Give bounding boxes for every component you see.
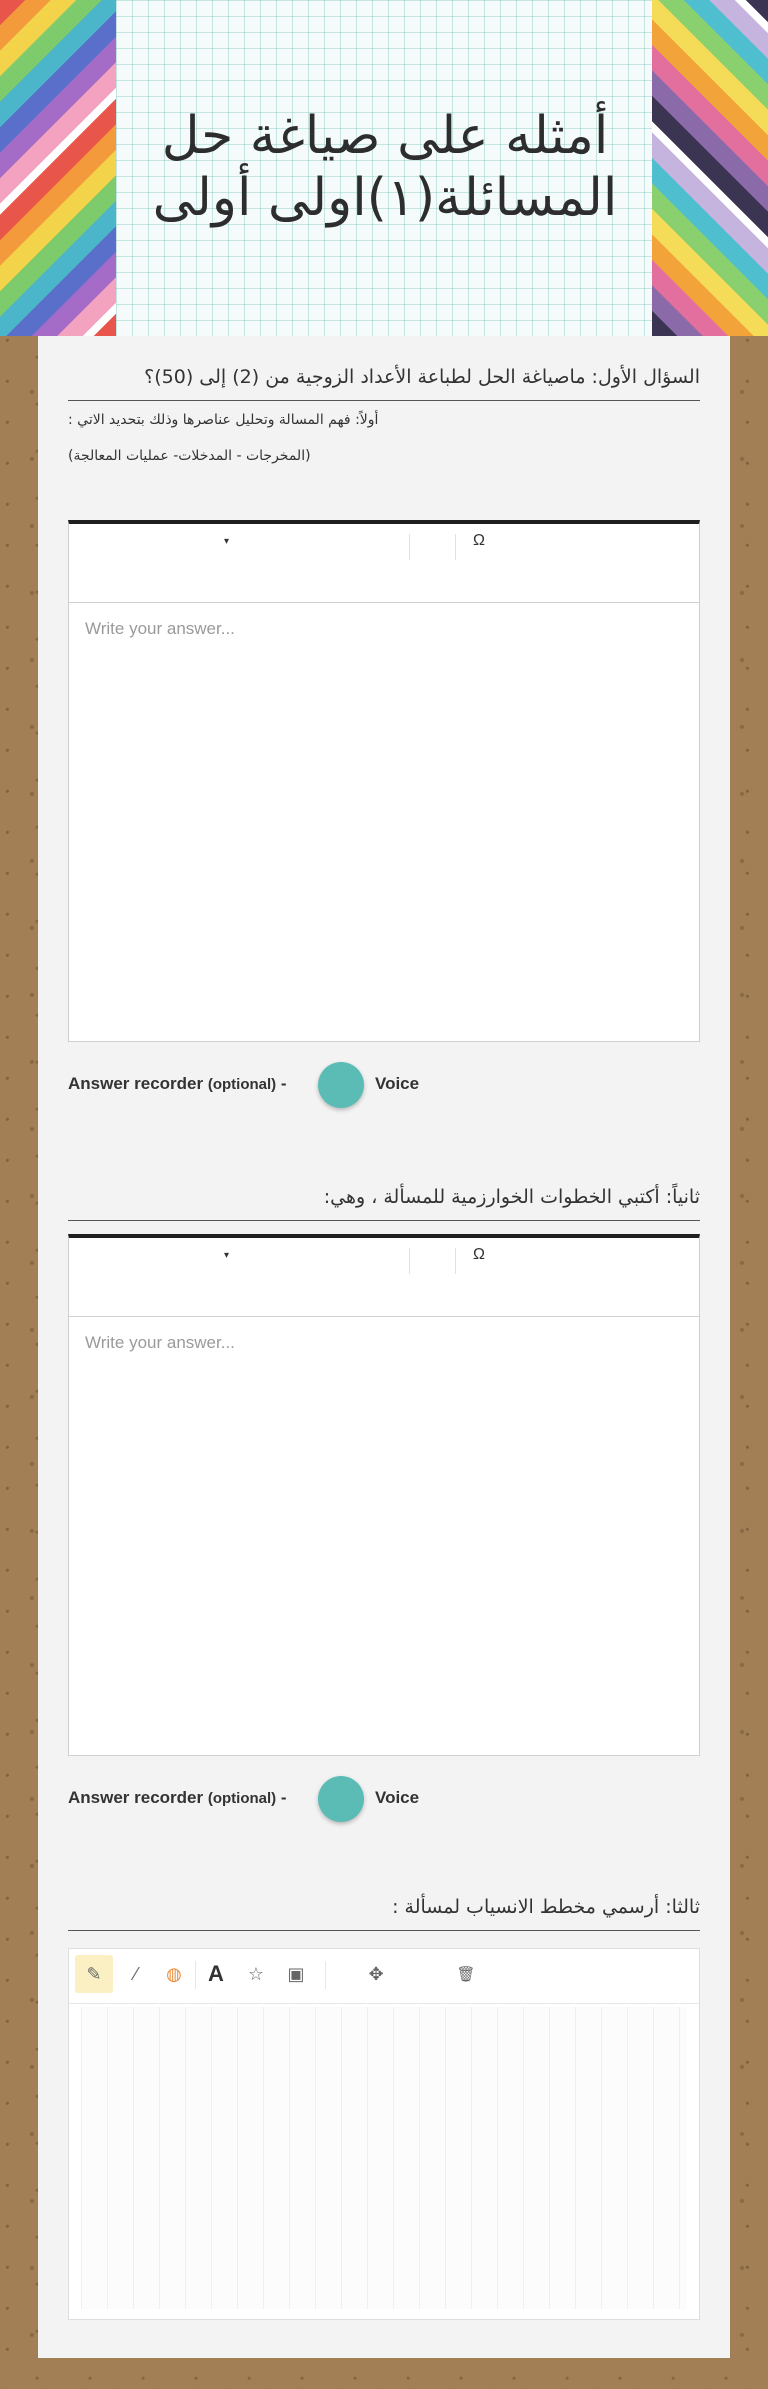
color-picker-icon[interactable]: ◍ xyxy=(166,1963,182,1984)
brush-icon[interactable]: ⁄ xyxy=(134,1963,138,1984)
pencil-icon[interactable]: ✎ xyxy=(75,1955,113,1993)
decorative-stripes-right xyxy=(652,0,768,336)
toolbar-divider xyxy=(455,534,456,560)
question-1-title: السؤال الأول: ماصياغة الحل لطباعة الأعداد الزوجية من (2) إلى (50)؟ xyxy=(68,366,700,401)
editor-toolbar xyxy=(69,524,699,603)
voice-record-button[interactable] xyxy=(318,1776,364,1822)
question-1-elements: (المخرجات - المدخلات- عمليات المعالجة) xyxy=(68,448,311,464)
toolbar-divider xyxy=(409,534,410,560)
answer-recorder-label: Answer recorder (optional) - xyxy=(68,1074,287,1093)
voice-label: Voice xyxy=(375,1074,420,1093)
decorative-stripes-left xyxy=(0,0,116,336)
format-dropdown[interactable]: ▾ xyxy=(224,1250,230,1261)
answer-input-2[interactable]: Write your answer... xyxy=(85,1333,235,1352)
trash-icon[interactable]: 🗑 xyxy=(456,1966,476,1983)
answer-recorder-1 xyxy=(68,1062,700,1108)
special-characters-button[interactable]: Ω xyxy=(473,1246,485,1263)
answer-editor-2 xyxy=(68,1234,700,1756)
text-tool-icon[interactable]: A xyxy=(208,1961,224,1986)
drawing-canvas[interactable] xyxy=(81,2007,687,2309)
page-title: أمثله على صياغة حل المسائلة(١)اولى أولى xyxy=(152,106,618,229)
question-1-instruction: أولاً: فهم المسالة وتحليل عناصرها وذلك بتحديد الاتي : xyxy=(68,412,379,428)
editor-toolbar xyxy=(69,1238,699,1317)
toolbar-divider xyxy=(455,1248,456,1274)
worksheet-card xyxy=(38,336,730,2358)
answer-recorder-label: Answer recorder (optional) - xyxy=(68,1788,287,1807)
answer-editor-1 xyxy=(68,520,700,1042)
answer-recorder-2 xyxy=(68,1776,700,1822)
toolbar-divider xyxy=(325,1961,326,1989)
image-icon[interactable]: ▣ xyxy=(287,1963,305,1984)
question-3-title: ثالثا: أرسمي مخطط الانسياب لمسألة : xyxy=(68,1896,700,1931)
toolbar-divider xyxy=(409,1248,410,1274)
format-dropdown[interactable]: ▾ xyxy=(224,536,230,547)
special-characters-button[interactable]: Ω xyxy=(473,532,485,549)
toolbar-divider xyxy=(195,1961,196,1989)
star-icon[interactable]: ☆ xyxy=(247,1963,265,1984)
answer-input-1[interactable]: Write your answer... xyxy=(85,619,235,638)
drawing-toolbar xyxy=(69,1949,699,2004)
move-icon[interactable]: ✥ xyxy=(368,1963,384,1984)
drawing-board xyxy=(68,1948,700,2320)
voice-label: Voice xyxy=(375,1788,420,1807)
header-banner xyxy=(0,0,768,336)
voice-record-button[interactable] xyxy=(318,1062,364,1108)
question-2-title: ثانياً: أكتبي الخطوات الخوارزمية للمسألة ، وهي: xyxy=(68,1186,700,1221)
